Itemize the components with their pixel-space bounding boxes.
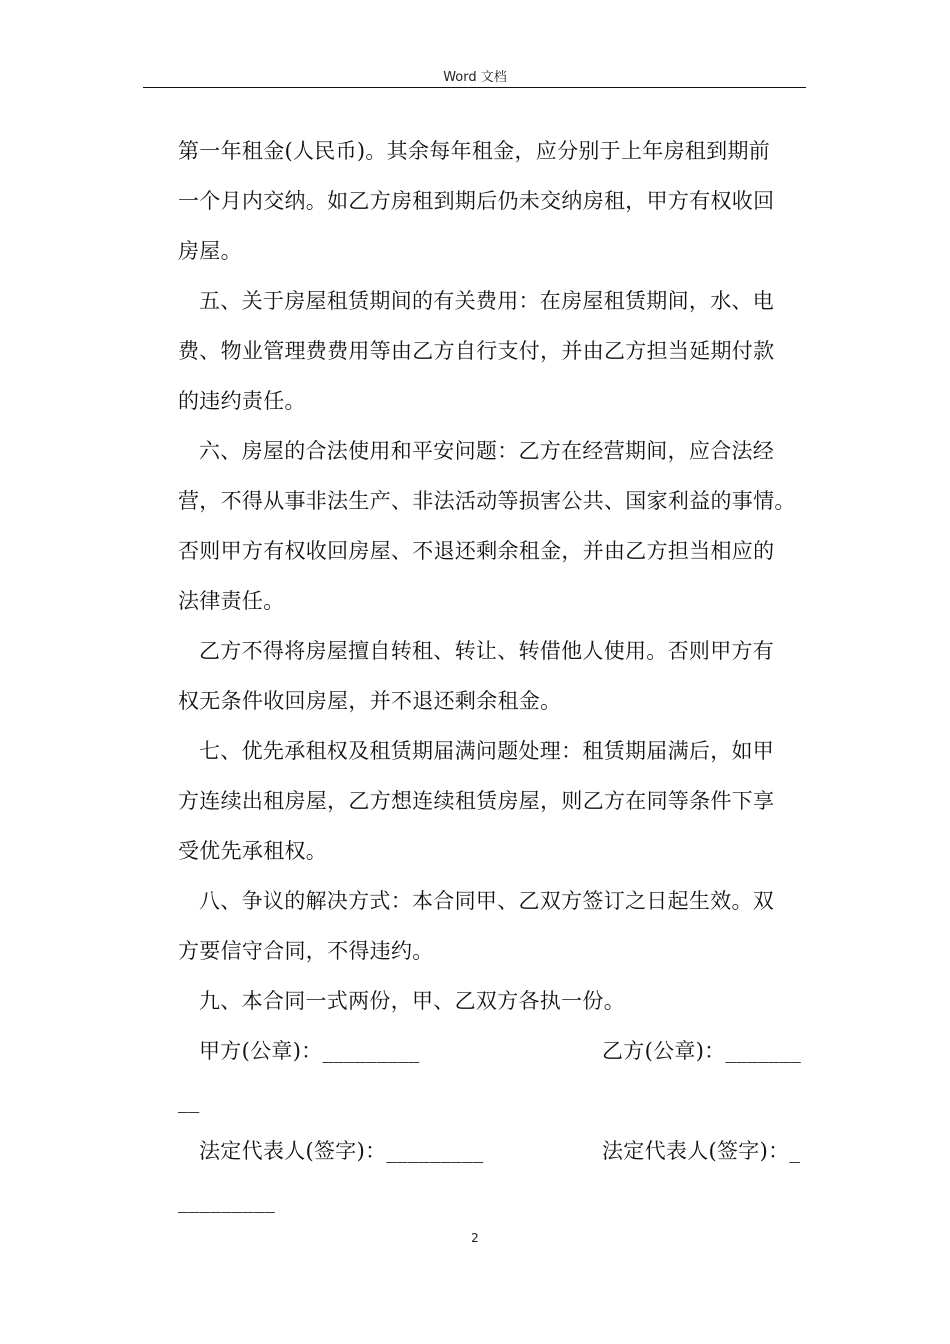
- party-a-representative-field: 法定代表人(签字)：_________: [199, 1139, 484, 1163]
- text-line: 营，不得从事非法生产、非法活动等损害公共、国家利益的事情。: [178, 489, 796, 513]
- party-a-seal-field: 甲方(公章)：_________: [199, 1039, 420, 1063]
- text-line: 方连续出租房屋，乙方想连续租赁房屋，则乙方在同等条件下享: [178, 789, 775, 813]
- party-b-seal-field-continued: __: [178, 1089, 200, 1113]
- text-line: 一个月内交纳。如乙方房租到期后仍未交纳房租，甲方有权收回: [178, 189, 775, 213]
- text-line: 的违约责任。: [178, 389, 306, 413]
- sublet-clause: 乙方不得将房屋擅自转租、转让、转借他人使用。否则甲方有: [199, 639, 775, 663]
- text-line: 方要信守合同，不得违约。: [178, 939, 434, 963]
- seal-signature-row-continued: [178, 1076, 810, 1126]
- text-line: 受优先承租权。: [178, 839, 328, 863]
- text-line: 第一年租金(人民币)。其余每年租金，应分别于上年房租到期前: [178, 139, 771, 163]
- clause-eight: 八、争议的解决方式：本合同甲、乙双方签订之日起生效。双: [199, 889, 775, 913]
- party-b-seal-field: 乙方(公章)：_______: [602, 1039, 802, 1063]
- text-line: 房屋。: [178, 239, 242, 263]
- text-line: 费、物业管理费费用等由乙方自行支付，并由乙方担当延期付款: [178, 339, 775, 363]
- header-divider: [143, 87, 806, 88]
- clause-six: 六、房屋的合法使用和平安问题：乙方在经营期间，应合法经: [199, 439, 775, 463]
- text-line: 法律责任。: [178, 589, 285, 613]
- representative-signature-row: [178, 1126, 810, 1176]
- representative-signature-row-continued: [178, 1176, 810, 1226]
- text-line: 否则甲方有权收回房屋、不退还剩余租金，并由乙方担当相应的: [178, 539, 775, 563]
- clause-five: 五、关于房屋租赁期间的有关费用：在房屋租赁期间，水、电: [199, 289, 775, 313]
- party-b-representative-field: 法定代表人(签字)：_: [602, 1139, 801, 1163]
- clause-seven: 七、优先承租权及租赁期届满问题处理：租赁期届满后，如甲: [199, 739, 775, 763]
- seal-signature-row: [178, 1026, 810, 1076]
- text-line: 权无条件收回房屋，并不退还剩余租金。: [178, 689, 562, 713]
- page-number: 2: [471, 1231, 479, 1245]
- page-header: Word 文档: [443, 70, 507, 85]
- document-body: [178, 126, 810, 1226]
- clause-nine: 九、本合同一式两份，甲、乙双方各执一份。: [199, 989, 625, 1013]
- party-b-representative-field-continued: _________: [178, 1189, 276, 1213]
